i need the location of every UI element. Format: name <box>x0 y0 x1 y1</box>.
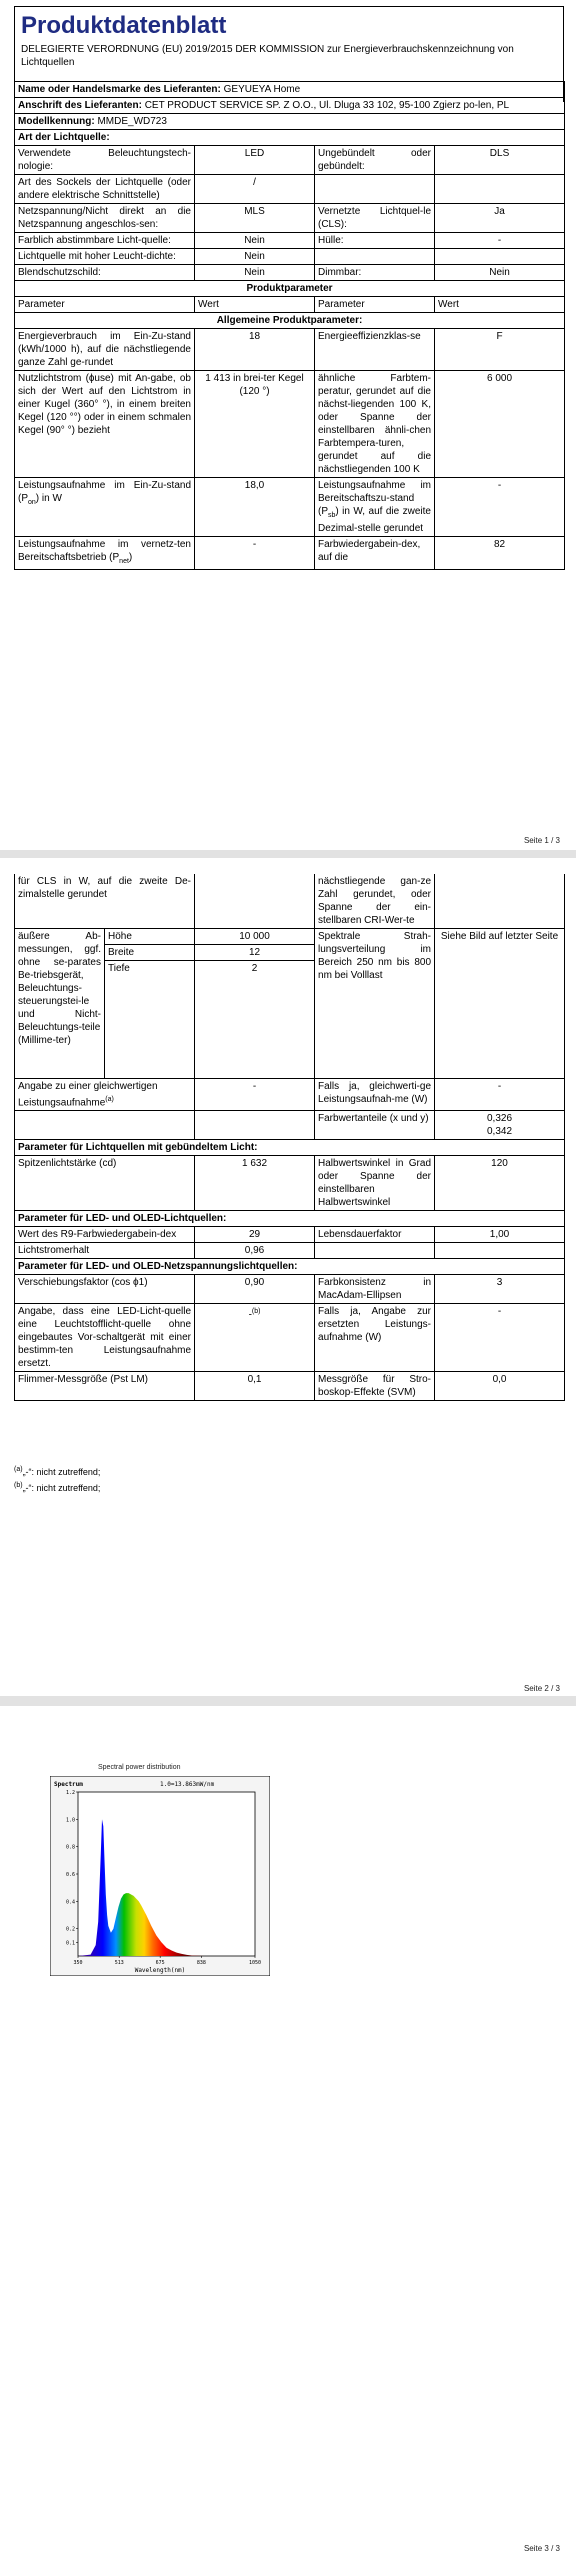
energy-value: 18 <box>195 329 315 371</box>
chromaticity-y: 0,342 <box>487 1126 513 1138</box>
depth-label: Tiefe <box>105 961 195 1079</box>
col-value-1: Wert <box>195 297 315 313</box>
antiglare-value: Nein <box>195 265 315 281</box>
model-value: MMDE_WD723 <box>97 116 167 127</box>
page1-table <box>14 81 565 570</box>
consistency-value: 3 <box>435 1275 565 1304</box>
supplier-name-row <box>15 82 565 98</box>
flux-label: Nutzlichtstrom (ɸuse) mit An-gabe, ob sich der Wert auf den Lichtstrom in einer Kugel (360° °), in einem breiten Kegel (120 °°) oder in einem schmalen Kegel (90° °) bezieht <box>15 371 195 478</box>
pnet-label-cont: für CLS in W, auf die zweite De-zimalstelle gerundet <box>15 874 195 929</box>
maintenance-label: Lichtstromerhalt <box>15 1243 195 1259</box>
envelope-label: Hülle: <box>315 233 435 249</box>
replace-row <box>15 1304 565 1372</box>
survival-value: 1,00 <box>435 1227 565 1243</box>
light-type-heading: Art der Lichtquelle: <box>15 130 565 146</box>
shift-label: Verschiebungsfaktor (cos ϕ1) <box>15 1275 195 1304</box>
dimmable-value: Nein <box>435 265 565 281</box>
chromaticity-label: Farbwertanteile (x und y) <box>315 1111 435 1140</box>
page2-table <box>14 874 565 1401</box>
cri-label-cont: nächstliegende gan-ze Zahl gerundet, oder Spanne der ein-stellbaren CRI-Wer-te <box>315 874 435 929</box>
mains-heading: Parameter für LED- und OLED-Netzspannungslichtquellen: <box>15 1259 565 1275</box>
energy-row <box>15 329 565 371</box>
equiv-power-label: Falls ja, gleichwerti-ge Leistungsaufnah-me (W) <box>315 1079 435 1111</box>
mains-row <box>15 204 565 233</box>
dimensions-label: äußere Ab-messungen, ggf. ohne se-parates Be-triebsgerät, Beleuchtungs-steuerungstei-le und Nicht-Beleuchtungs-teile (Millime-ter) <box>15 929 105 1079</box>
chart-title: Spectral power distribution <box>98 1764 181 1771</box>
cct-value: 6 000 <box>435 371 565 478</box>
peak-row <box>15 1156 565 1211</box>
page-number-2: Seite 2 / 3 <box>523 1684 560 1693</box>
x-tick-label: 513 <box>114 1960 124 1966</box>
page-2 <box>0 858 576 1696</box>
maintenance-row <box>15 1243 565 1259</box>
supplier-address-label: Anschrift des Lieferanten: <box>18 100 142 111</box>
flux-value: 1 413 in brei-ter Kegel (120 °) <box>195 371 315 478</box>
height-label: Höhe <box>105 929 195 945</box>
page-number-3: Seite 3 / 3 <box>523 2544 560 2553</box>
x-tick-label: 350 <box>73 1960 83 1966</box>
survival-label: Lebensdauerfaktor <box>315 1227 435 1243</box>
chart-ylabel: Spectrum <box>54 1781 83 1788</box>
mains-value: MLS <box>195 204 315 233</box>
page1-table-wrap <box>14 81 565 570</box>
page-separator <box>0 1696 576 1706</box>
psb-value: - <box>435 478 565 537</box>
chromaticity-row <box>15 1111 565 1140</box>
y-tick-label: 0.6 <box>65 1872 75 1878</box>
general-heading-row <box>15 313 565 329</box>
dimmable-label: Dimmbar: <box>315 265 435 281</box>
maintenance-value: 0,96 <box>195 1243 315 1259</box>
antiglare-row <box>15 265 565 281</box>
highlum-row <box>15 249 565 265</box>
r9-label: Wert des R9-Farbwiedergabein-dex <box>15 1227 195 1243</box>
x-tick-label: 838 <box>196 1960 206 1966</box>
col-value-2: Wert <box>435 297 565 313</box>
pon-label: Leistungsaufnahme im Ein-Zu-stand $(P_{on})$ in W <box>15 478 195 537</box>
spectral-value: Siehe Bild auf letzter Seite <box>435 929 565 1079</box>
connected-value: Ja <box>435 204 565 233</box>
x-tick-label: 1050 <box>248 1960 262 1966</box>
mains-heading-row <box>15 1259 565 1275</box>
pnet-row <box>15 537 565 570</box>
mains-label: Netzspannung/Nicht direkt an die Netzspannung angeschlos-sen: <box>15 204 195 233</box>
flicker-row <box>15 1372 565 1401</box>
supplier-address-row <box>15 98 565 114</box>
dls-heading-row <box>15 1140 565 1156</box>
spectral-label: Spektrale Strah-lungsverteilung im Bereich 250 nm bis 800 nm bei Volllast <box>315 929 435 1079</box>
pon-row <box>15 478 565 537</box>
height-value: 10 000 <box>195 929 315 945</box>
socket-row <box>15 175 565 204</box>
spectral-chart <box>50 1776 270 1976</box>
r9-value: 29 <box>195 1227 315 1243</box>
pon-value: 18,0 <box>195 478 315 537</box>
antiglare-label: Blendschutzschild: <box>15 265 195 281</box>
peak-value: 1 632 <box>195 1156 315 1211</box>
tunable-value: Nein <box>195 233 315 249</box>
connected-label: Vernetzte Lichtquel-le (CLS): <box>315 204 435 233</box>
socket-label: Art des Sockels der Lichtquelle (oder andere elektrische Schnittstelle) <box>15 175 195 204</box>
psb-label: Leistungsaufnahme im Bereitschaftszu-stand $(P_{sb})$ in W, auf die zweite Dezimal-stelle gerundet <box>315 478 435 537</box>
y-tick-label: 0.4 <box>65 1899 75 1906</box>
envelope-value: - <box>435 233 565 249</box>
nondirected-value: DLS <box>435 146 565 175</box>
regulation-subtitle: DELEGIERTE VERORDNUNG (EU) 2019/2015 DER KOMMISSION zur Energieverbrauchskennzeichnung von Lichtquellen <box>21 44 514 68</box>
supplier-address-value: CET PRODUCT SERVICE SP. Z O.O., Ul. Dluga 33 102, 95-100 Zgierz po-len, PL <box>144 100 510 111</box>
general-heading: Allgemeine Produktparameter: <box>15 313 565 329</box>
dls-heading: Parameter für Lichtquellen mit gebündeltem Licht: <box>15 1140 565 1156</box>
equiv-label: Angabe zu einer gleichwertigen Leistungsaufnahme$^{(a)}$ <box>15 1079 195 1111</box>
y-tick-label: 0.1 <box>65 1940 75 1947</box>
width-value: 12 <box>195 945 315 961</box>
pnet-label: Leistungsaufnahme im vernetz-ten Bereitschaftsbetrieb $(P_{net})$ <box>15 537 195 570</box>
equiv-value: - <box>195 1079 315 1111</box>
y-tick-label: 0.8 <box>65 1844 75 1851</box>
beam-label: Halbwertswinkel in Grad oder Spanne der einstellbaren Halbwertswinkel <box>315 1156 435 1211</box>
equiv-power-value: - <box>435 1079 565 1111</box>
model-label: Modellkennung: <box>18 116 95 127</box>
eclass-label: Energieeffizienzklas-se <box>315 329 435 371</box>
footnote-b: $^{(b)}$„-“: nicht zutreffend; <box>14 1482 101 1493</box>
document-title: Produktdatenblatt <box>21 12 227 39</box>
energy-label: Energieverbrauch im Ein-Zu-stand (kWh/1000 h), auf die nächstliegende ganze Zahl ge-rundet <box>15 329 195 371</box>
highlum-label: Lichtquelle mit hoher Leucht-dichte: <box>15 249 195 265</box>
cri-value: 82 <box>435 537 565 570</box>
tech-row <box>15 146 565 175</box>
supplier-name-label: Name oder Handelsmarke des Lieferanten: <box>18 84 221 95</box>
chart-xlabel: Wavelength(nm) <box>134 1967 186 1974</box>
flux-row <box>15 371 565 478</box>
replace-label: Angabe, dass eine LED-Licht-quelle eine Leuchtstofflicht-quelle ohne eingebautes Vor-schaltgerät mit einer bestimm-ten Leistungsaufnahme ersetzt. <box>15 1304 195 1372</box>
peak-label: Spitzenlichtstärke (cd) <box>15 1156 195 1211</box>
cct-label: ähnliche Farbtem-peratur, gerundet auf die nächst-liegenden 100 K, oder Spanne der einstellbaren ähnli-chen Farbtempera-turen, gerundet auf die nächstliegenden 100 K <box>315 371 435 478</box>
pnet-value: - <box>195 537 315 570</box>
page-number-1: Seite 1 / 3 <box>523 836 560 845</box>
replace-value: -$^{(b)}$ <box>195 1304 315 1372</box>
strobo-value: 0,0 <box>435 1372 565 1401</box>
spectral-chart-svg <box>50 1776 270 1976</box>
height-row <box>15 929 565 945</box>
x-tick-label: 675 <box>155 1960 165 1966</box>
chart-plot-area <box>66 1790 261 1966</box>
led-heading: Parameter für LED- und OLED-Lichtquellen: <box>15 1211 565 1227</box>
product-params-heading-row <box>15 281 565 297</box>
pnet-cont-row <box>15 874 565 929</box>
tech-value: LED <box>195 146 315 175</box>
page-separator <box>0 850 576 858</box>
light-type-heading-row <box>15 130 565 146</box>
tunable-label: Farblich abstimmbare Licht-quelle: <box>15 233 195 249</box>
cri-label: Farbwiedergabein-dex, auf die <box>315 537 435 570</box>
equiv-row <box>15 1079 565 1111</box>
strobo-label: Messgröße für Stro-boskop-Effekte (SVM) <box>315 1372 435 1401</box>
led-heading-row <box>15 1211 565 1227</box>
tech-label: Verwendete Beleuchtungstech-nologie: <box>15 146 195 175</box>
col-param-2: Parameter <box>315 297 435 313</box>
eclass-value: F <box>435 329 565 371</box>
replace-power-value: - <box>435 1304 565 1372</box>
footnote-a: $^{(a)}$„-“: nicht zutreffend; <box>14 1466 101 1477</box>
chromaticity-x: 0,326 <box>487 1113 513 1125</box>
supplier-name-value: GEYUEYA Home <box>223 84 301 95</box>
y-tick-label: 1.2 <box>65 1790 75 1796</box>
consistency-label: Farbkonsistenz in MacAdam-Ellipsen <box>315 1275 435 1304</box>
page2-table-wrap <box>14 874 565 1401</box>
column-header-row <box>15 297 565 313</box>
page-3 <box>0 1706 576 2560</box>
nondirected-label: Ungebündelt oder gebündelt: <box>315 146 435 175</box>
width-label: Breite <box>105 945 195 961</box>
socket-value: / <box>195 175 315 204</box>
y-tick-label: 0.2 <box>65 1926 75 1933</box>
depth-value: 2 <box>195 961 315 1079</box>
shift-row <box>15 1275 565 1304</box>
page-1 <box>0 0 576 850</box>
col-param-1: Parameter <box>15 297 195 313</box>
r9-row <box>15 1227 565 1243</box>
flicker-value: 0,1 <box>195 1372 315 1401</box>
y-tick-label: 1.0 <box>65 1817 75 1824</box>
chromaticity-value <box>435 1111 565 1140</box>
chart-readout: 1.0=13.863mW/nm <box>160 1781 215 1788</box>
model-row <box>15 114 565 130</box>
highlum-value: Nein <box>195 249 315 265</box>
replace-power-label: Falls ja, Angabe zur ersetzten Leistungs-aufnahme (W) <box>315 1304 435 1372</box>
product-params-heading: Produktparameter <box>15 281 565 297</box>
beam-value: 120 <box>435 1156 565 1211</box>
flicker-label: Flimmer-Messgröße (Pst LM) <box>15 1372 195 1401</box>
shift-value: 0,90 <box>195 1275 315 1304</box>
tunable-row <box>15 233 565 249</box>
